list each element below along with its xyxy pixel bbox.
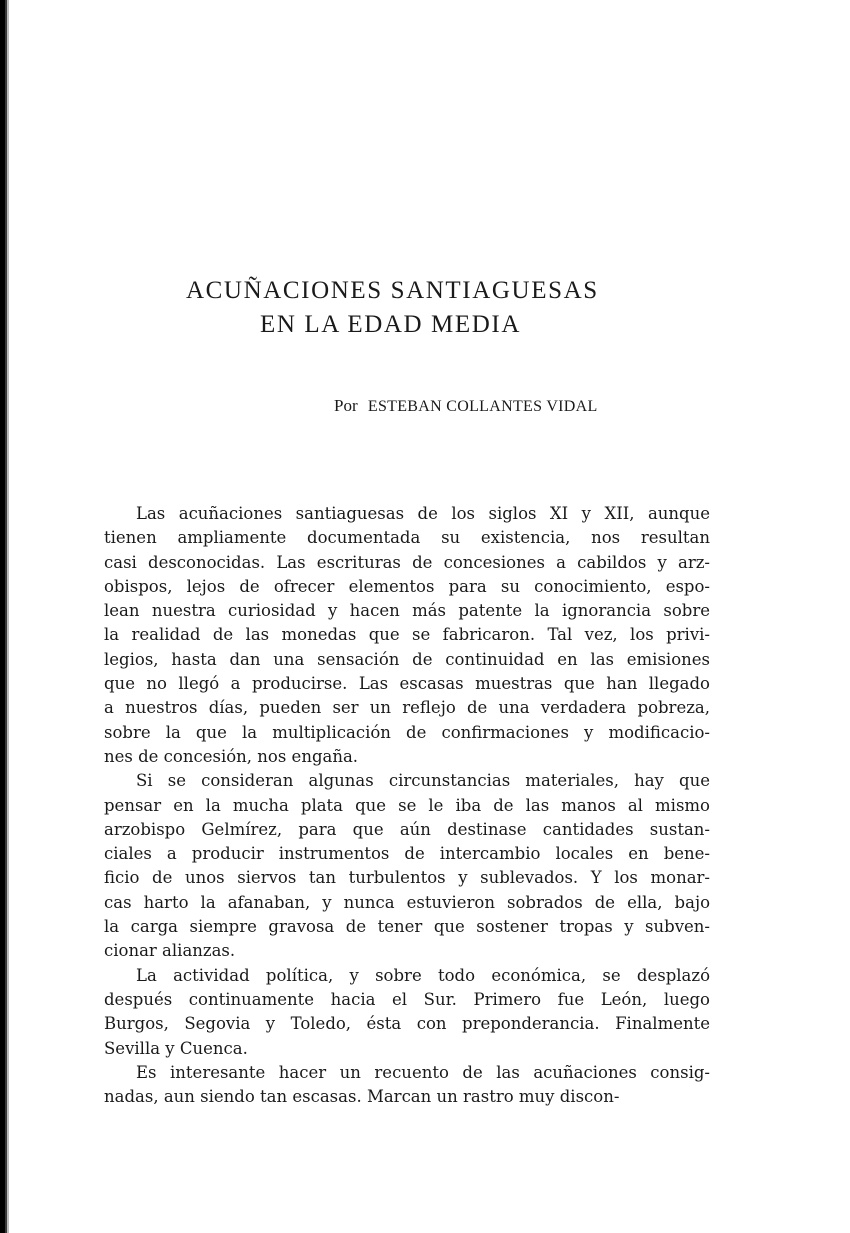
text-line: sobre la que la multiplicación de confirmaciones y modificacio- — [104, 722, 710, 742]
paragraph — [104, 964, 710, 1061]
text-line: Las acuñaciones santiaguesas de los siglos XI y XII, aunque — [136, 504, 710, 523]
text-line: nes de concesión, nos engaña. — [104, 746, 359, 766]
title-line-1: ACUÑACIONES SANTIAGUESAS — [186, 277, 599, 304]
text-line: ficio de unos siervos tan turbulentos y sublevados. Y los monar- — [104, 868, 710, 888]
author-byline — [334, 395, 598, 418]
article-body — [104, 502, 710, 1109]
text-line: La actividad política, y sobre todo económica, se desplazó — [136, 965, 710, 985]
text-line: la carga siempre gravosa de tener que sostener tropas y subven- — [104, 917, 710, 937]
text-line: arzobispo Gelmírez, para que aún destinase cantidades sustan- — [104, 819, 710, 839]
text-line: lean nuestra curiosidad y hacen más patente la ignorancia sobre — [104, 601, 710, 621]
title-line-2: EN LA EDAD MEDIA — [260, 311, 521, 338]
text-line: Burgos, Segovia y Toledo, ésta con preponderancia. Finalmente — [104, 1014, 710, 1034]
text-line: cionar alianzas. — [104, 941, 236, 961]
paragraph — [104, 502, 710, 769]
text-line: después continuamente hacia el Sur. Primero fue León, luego — [104, 989, 710, 1009]
text-line: la realidad de las monedas que se fabricaron. Tal vez, los privi- — [104, 625, 710, 645]
page-binding-edge — [0, 0, 12, 1233]
text-line: pensar en la mucha plata que se le iba de las manos al mismo — [104, 795, 710, 815]
text-line: nadas, aun siendo tan escasas. Marcan un rastro muy discon- — [104, 1087, 620, 1107]
text-line: Es interesante hacer un recuento de las acuñaciones consig- — [136, 1062, 710, 1082]
paragraph — [104, 769, 710, 963]
paragraph — [104, 1061, 710, 1110]
text-line: Si se consideran algunas circunstancias materiales, hay que — [136, 771, 710, 791]
text-line: que no llegó a producirse. Las escasas muestras que han llegado — [104, 674, 710, 694]
byline-author: ESTEBAN COLLANTES VIDAL — [367, 398, 598, 415]
text-line: a nuestros días, pueden ser un reflejo de una verdadera pobreza, — [104, 698, 710, 718]
byline-prefix: Por — [334, 396, 358, 415]
text-line: ciales a producir instrumentos de intercambio locales en bene- — [104, 844, 710, 864]
text-line: casi desconocidas. Las escrituras de concesiones a cabildos y arz- — [104, 552, 710, 572]
text-line: obispos, lejos de ofrecer elementos para su conocimiento, espo- — [104, 576, 710, 596]
text-line: Sevilla y Cuenca. — [104, 1038, 248, 1058]
text-line: legios, hasta dan una sensación de continuidad en las emisiones — [104, 649, 710, 669]
text-line: tienen ampliamente documentada su existencia, nos resultan — [104, 528, 710, 548]
text-line: cas harto la afanaban, y nunca estuvieron sobrados de ella, bajo — [104, 892, 710, 912]
